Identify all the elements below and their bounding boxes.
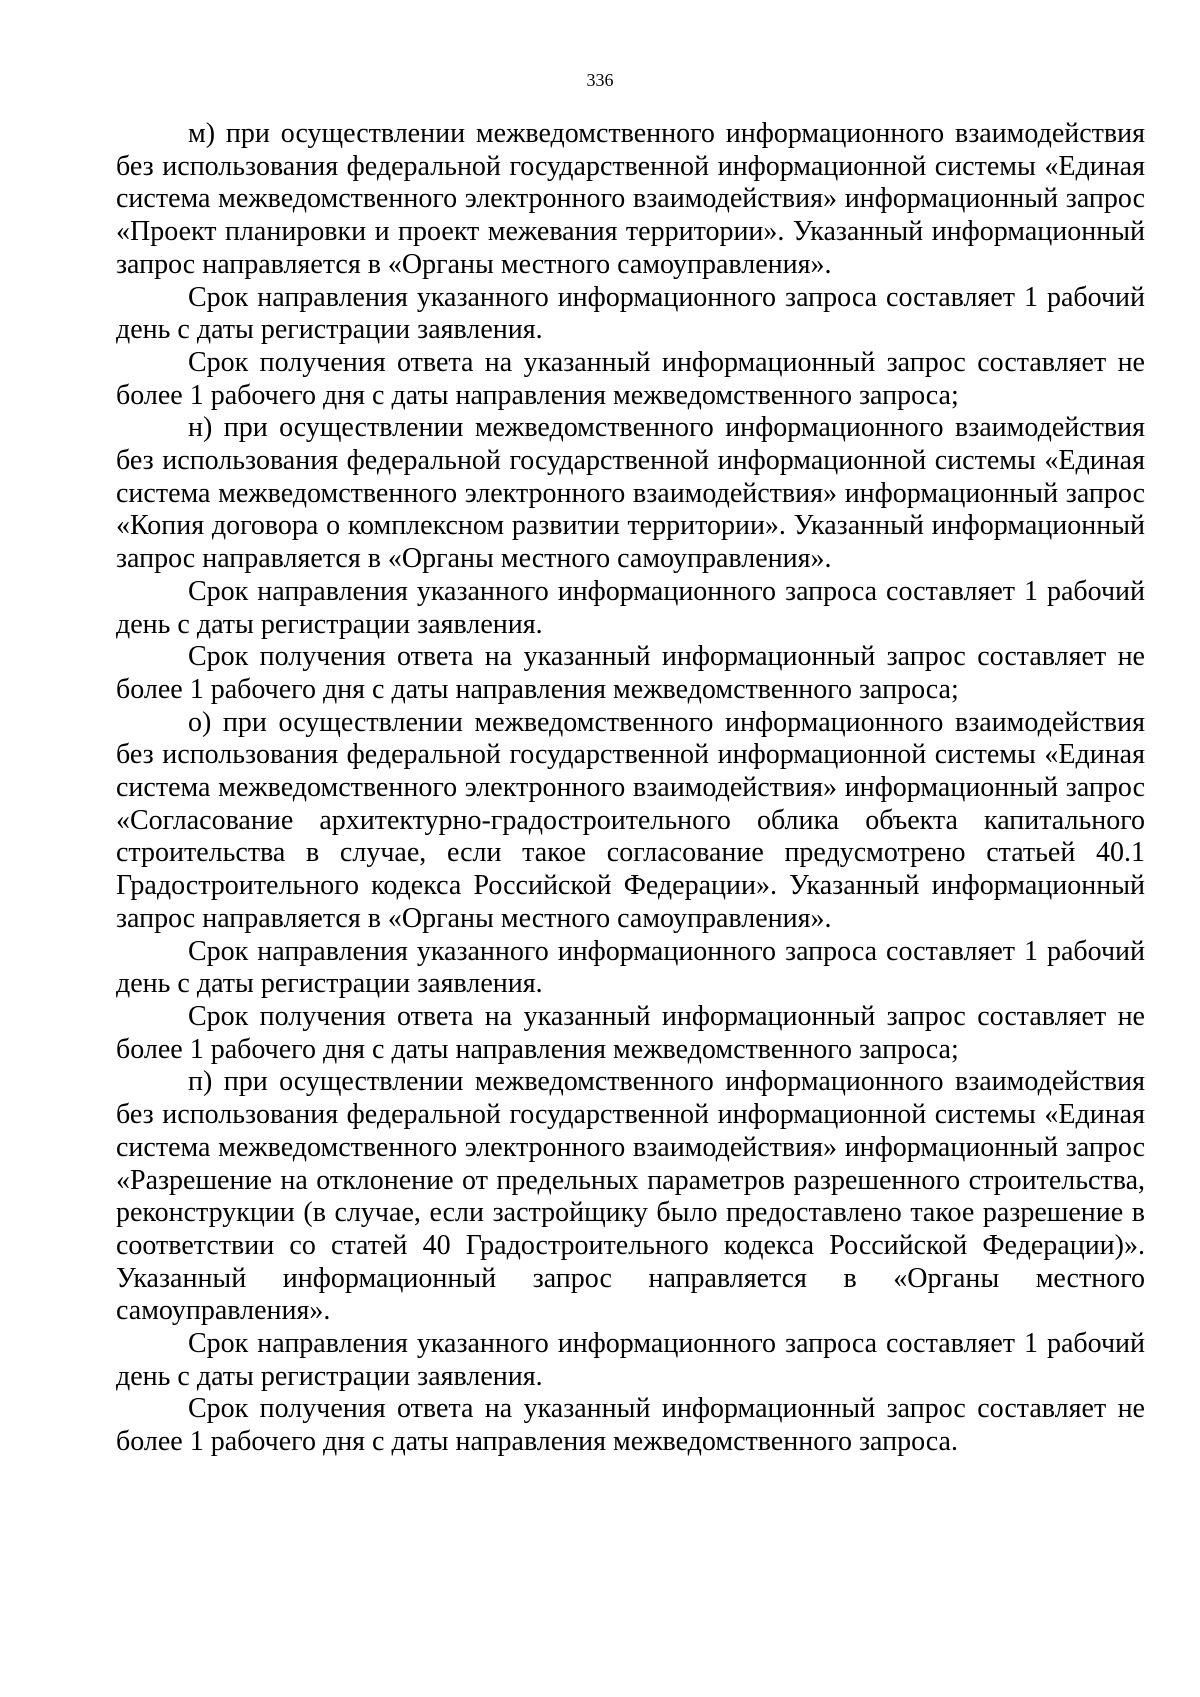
paragraph-p-send-term: Срок направления указанного информационного запроса составляет 1 рабочий день с даты регистрации заявления. [116, 1328, 1145, 1392]
paragraph-o-response-term: Срок получения ответа на указанный информационный запрос составляет не более 1 рабочего дня с даты направления межведомственного запроса; [116, 1000, 1145, 1065]
page-number: 336 [586, 70, 614, 90]
paragraph-n-response-term: Срок получения ответа на указанный информационный запрос составляет не более 1 рабочего дня с даты направления межведомственного запроса; [116, 641, 1145, 705]
paragraph-o-send-term: Срок направления указанного информационного запроса составляет 1 рабочий день с даты регистрации заявления. [116, 935, 1145, 1000]
paragraph-p-request: п) при осуществлении межведомственного информационного взаимодействия без использования федеральной государственной информационной системы «Единая система межведомственного электронного взаимодействия» информационный запрос «Разрешение на отклонение от предельных параметров разрешенного строительства, реконструкции (в случае, если застройщику было предоставлено такое разрешение в соответствии со статей 40 Градостроительного кодекса Российской Федерации)». Указанный информационный запрос направляется в «Органы местного самоуправления». [116, 1066, 1145, 1327]
paragraph-p-response-term: Срок получения ответа на указанный информационный запрос составляет не более 1 рабочего дня с даты направления межведомственного запроса. [116, 1393, 1145, 1458]
paragraph-n-request: н) при осуществлении межведомственного информационного взаимодействия без использования федеральной государственной информационной системы «Единая система межведомственного электронного взаимодействия» информационный запрос «Копия договора о комплексном развитии территории». Указанный информационный запрос направляется в «Органы местного самоуправления». [116, 412, 1145, 575]
paragraph-m-send-term: Срок направления указанного информационного запроса составляет 1 рабочий день с даты регистрации заявления. [116, 281, 1145, 346]
document-body [116, 118, 1145, 1459]
paragraph-o-request: о) при осуществлении межведомственного информационного взаимодействия без использования федеральной государственной информационной системы «Единая система межведомственного электронного взаимодействия» информационный запрос «Согласование архитектурно-градостроительного облика объекта капитального строительства в случае, если такое согласование предусмотрено статьей 40.1 Градостроительного кодекса Российской Федерации». Указанный информационный запрос направляется в «Органы местного самоуправления». [116, 706, 1145, 934]
paragraph-n-send-term: Срок направления указанного информационного запроса составляет 1 рабочий день с даты регистрации заявления. [116, 575, 1145, 640]
paragraph-m-response-term: Срок получения ответа на указанный информационный запрос составляет не более 1 рабочего дня с даты направления межведомственного запроса; [116, 346, 1145, 411]
paragraph-m-request: м) при осуществлении межведомственного информационного взаимодействия без использования федеральной государственной информационной системы «Единая система межведомственного электронного взаимодействия» информационный запрос «Проект планировки и проект межевания территории». Указанный информационный запрос направляется в «Органы местного самоуправления». [116, 118, 1145, 280]
